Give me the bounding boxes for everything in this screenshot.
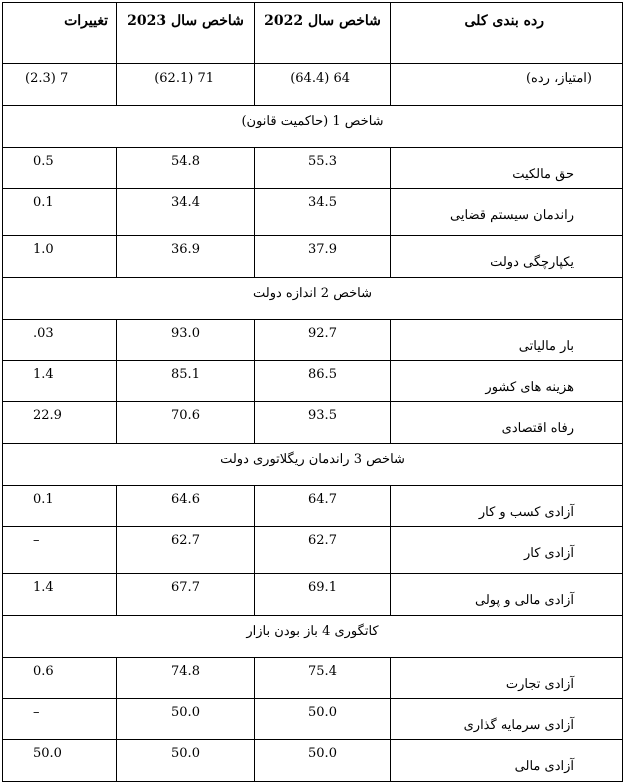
- row-2022: 50.0: [308, 746, 337, 761]
- table-row: [3, 527, 623, 574]
- header-2023-cell: [117, 3, 255, 64]
- section-title-row: [3, 278, 623, 320]
- table-row: [3, 361, 623, 402]
- row-2022: 69.1: [308, 580, 337, 595]
- row-change: 50.0: [33, 746, 62, 761]
- overall-2023: 71 (62.1): [154, 71, 214, 86]
- row-2023: 36.9: [171, 242, 200, 257]
- section-title-row: [3, 616, 623, 658]
- row-2023: 50.0: [171, 746, 200, 761]
- row-label: آزادی سرمایه گذاری: [463, 718, 574, 733]
- row-label: آزادی تجارت: [505, 677, 574, 692]
- row-change: 0.1: [33, 492, 54, 507]
- table-row: [3, 658, 623, 699]
- row-2022: 64.7: [308, 492, 337, 507]
- row-label: رفاه اقتصادی: [501, 421, 574, 436]
- row-change: 1.0: [33, 242, 54, 257]
- row-2022: 37.9: [308, 242, 337, 257]
- table-row: [3, 236, 623, 278]
- row-2023: 34.4: [171, 195, 200, 210]
- table-row: [3, 402, 623, 444]
- table-row: [3, 574, 623, 616]
- row-label: بار مالیاتی: [518, 339, 574, 354]
- overall-2022: 64 (64.4): [290, 71, 350, 86]
- row-2022: 34.5: [308, 195, 337, 210]
- row-change: –: [33, 705, 40, 720]
- section-title-row: [3, 444, 623, 486]
- table-row: [3, 148, 623, 189]
- overall-change: 7 (2.3): [25, 71, 69, 86]
- table-row: [3, 189, 623, 236]
- row-label: یکپارچگی دولت: [490, 255, 574, 270]
- row-change: 0.6: [33, 664, 54, 679]
- row-2023: 67.7: [171, 580, 200, 595]
- row-2023: 50.0: [171, 705, 200, 720]
- row-label: راندمان سیستم قضایی: [450, 208, 574, 223]
- table-row: [3, 699, 623, 740]
- header-2023: شاخص سال 2023: [127, 13, 244, 29]
- row-change: 22.9: [33, 408, 62, 423]
- table-row: [3, 320, 623, 361]
- row-2023: 64.6: [171, 492, 200, 507]
- overall-label: (امتیاز، رده): [525, 71, 592, 86]
- row-2022: 93.5: [308, 408, 337, 423]
- row-2023: 74.8: [171, 664, 200, 679]
- row-2023: 70.6: [171, 408, 200, 423]
- row-label: هزینه های کشور: [485, 380, 574, 395]
- row-2022: 62.7: [308, 533, 337, 548]
- header-changes: تغییرات: [64, 13, 108, 29]
- row-change: 0.5: [33, 154, 54, 169]
- row-change: 1.4: [33, 580, 54, 595]
- section-title: کاتگوری 4 باز بودن بازار: [246, 624, 379, 639]
- row-2023: 93.0: [171, 326, 200, 341]
- row-2023: 54.8: [171, 154, 200, 169]
- row-2022: 55.3: [308, 154, 337, 169]
- row-change: 0.1: [33, 195, 54, 210]
- row-2022: 86.5: [308, 367, 337, 382]
- header-changes-cell: [3, 3, 117, 64]
- economic-freedom-table: [2, 2, 623, 782]
- row-change: 03.: [33, 326, 54, 341]
- row-2022: 75.4: [308, 664, 337, 679]
- row-change: –: [33, 533, 40, 548]
- row-2023: 62.7: [171, 533, 200, 548]
- row-label: آزادی مالی: [514, 759, 574, 774]
- row-2022: 50.0: [308, 705, 337, 720]
- header-2022-cell: [255, 3, 391, 64]
- header-2022: شاخص سال 2022: [264, 13, 381, 29]
- row-change: 1.4: [33, 367, 54, 382]
- row-2022: 92.7: [308, 326, 337, 341]
- section-title-row: [3, 106, 623, 148]
- row-label: حق مالکیت: [512, 167, 574, 182]
- section-title: شاخص 2 اندازه دولت: [252, 286, 373, 301]
- header-row: [3, 3, 623, 64]
- row-label: آزادی کسب و کار: [478, 505, 574, 520]
- table-row: [3, 486, 623, 527]
- table-row: [3, 740, 623, 782]
- header-category-cell: [391, 3, 623, 64]
- overall-row: [3, 64, 623, 106]
- row-label: آزادی مالی و پولی: [475, 593, 574, 608]
- row-label: آزادی کار: [523, 546, 574, 561]
- section-title: شاخص 1 (حاکمیت قانون): [241, 114, 384, 129]
- section-title: شاخص 3 راندمان ریگلاتوری دولت: [220, 452, 405, 467]
- row-2023: 85.1: [171, 367, 200, 382]
- header-category: رده بندی کلی: [464, 13, 544, 29]
